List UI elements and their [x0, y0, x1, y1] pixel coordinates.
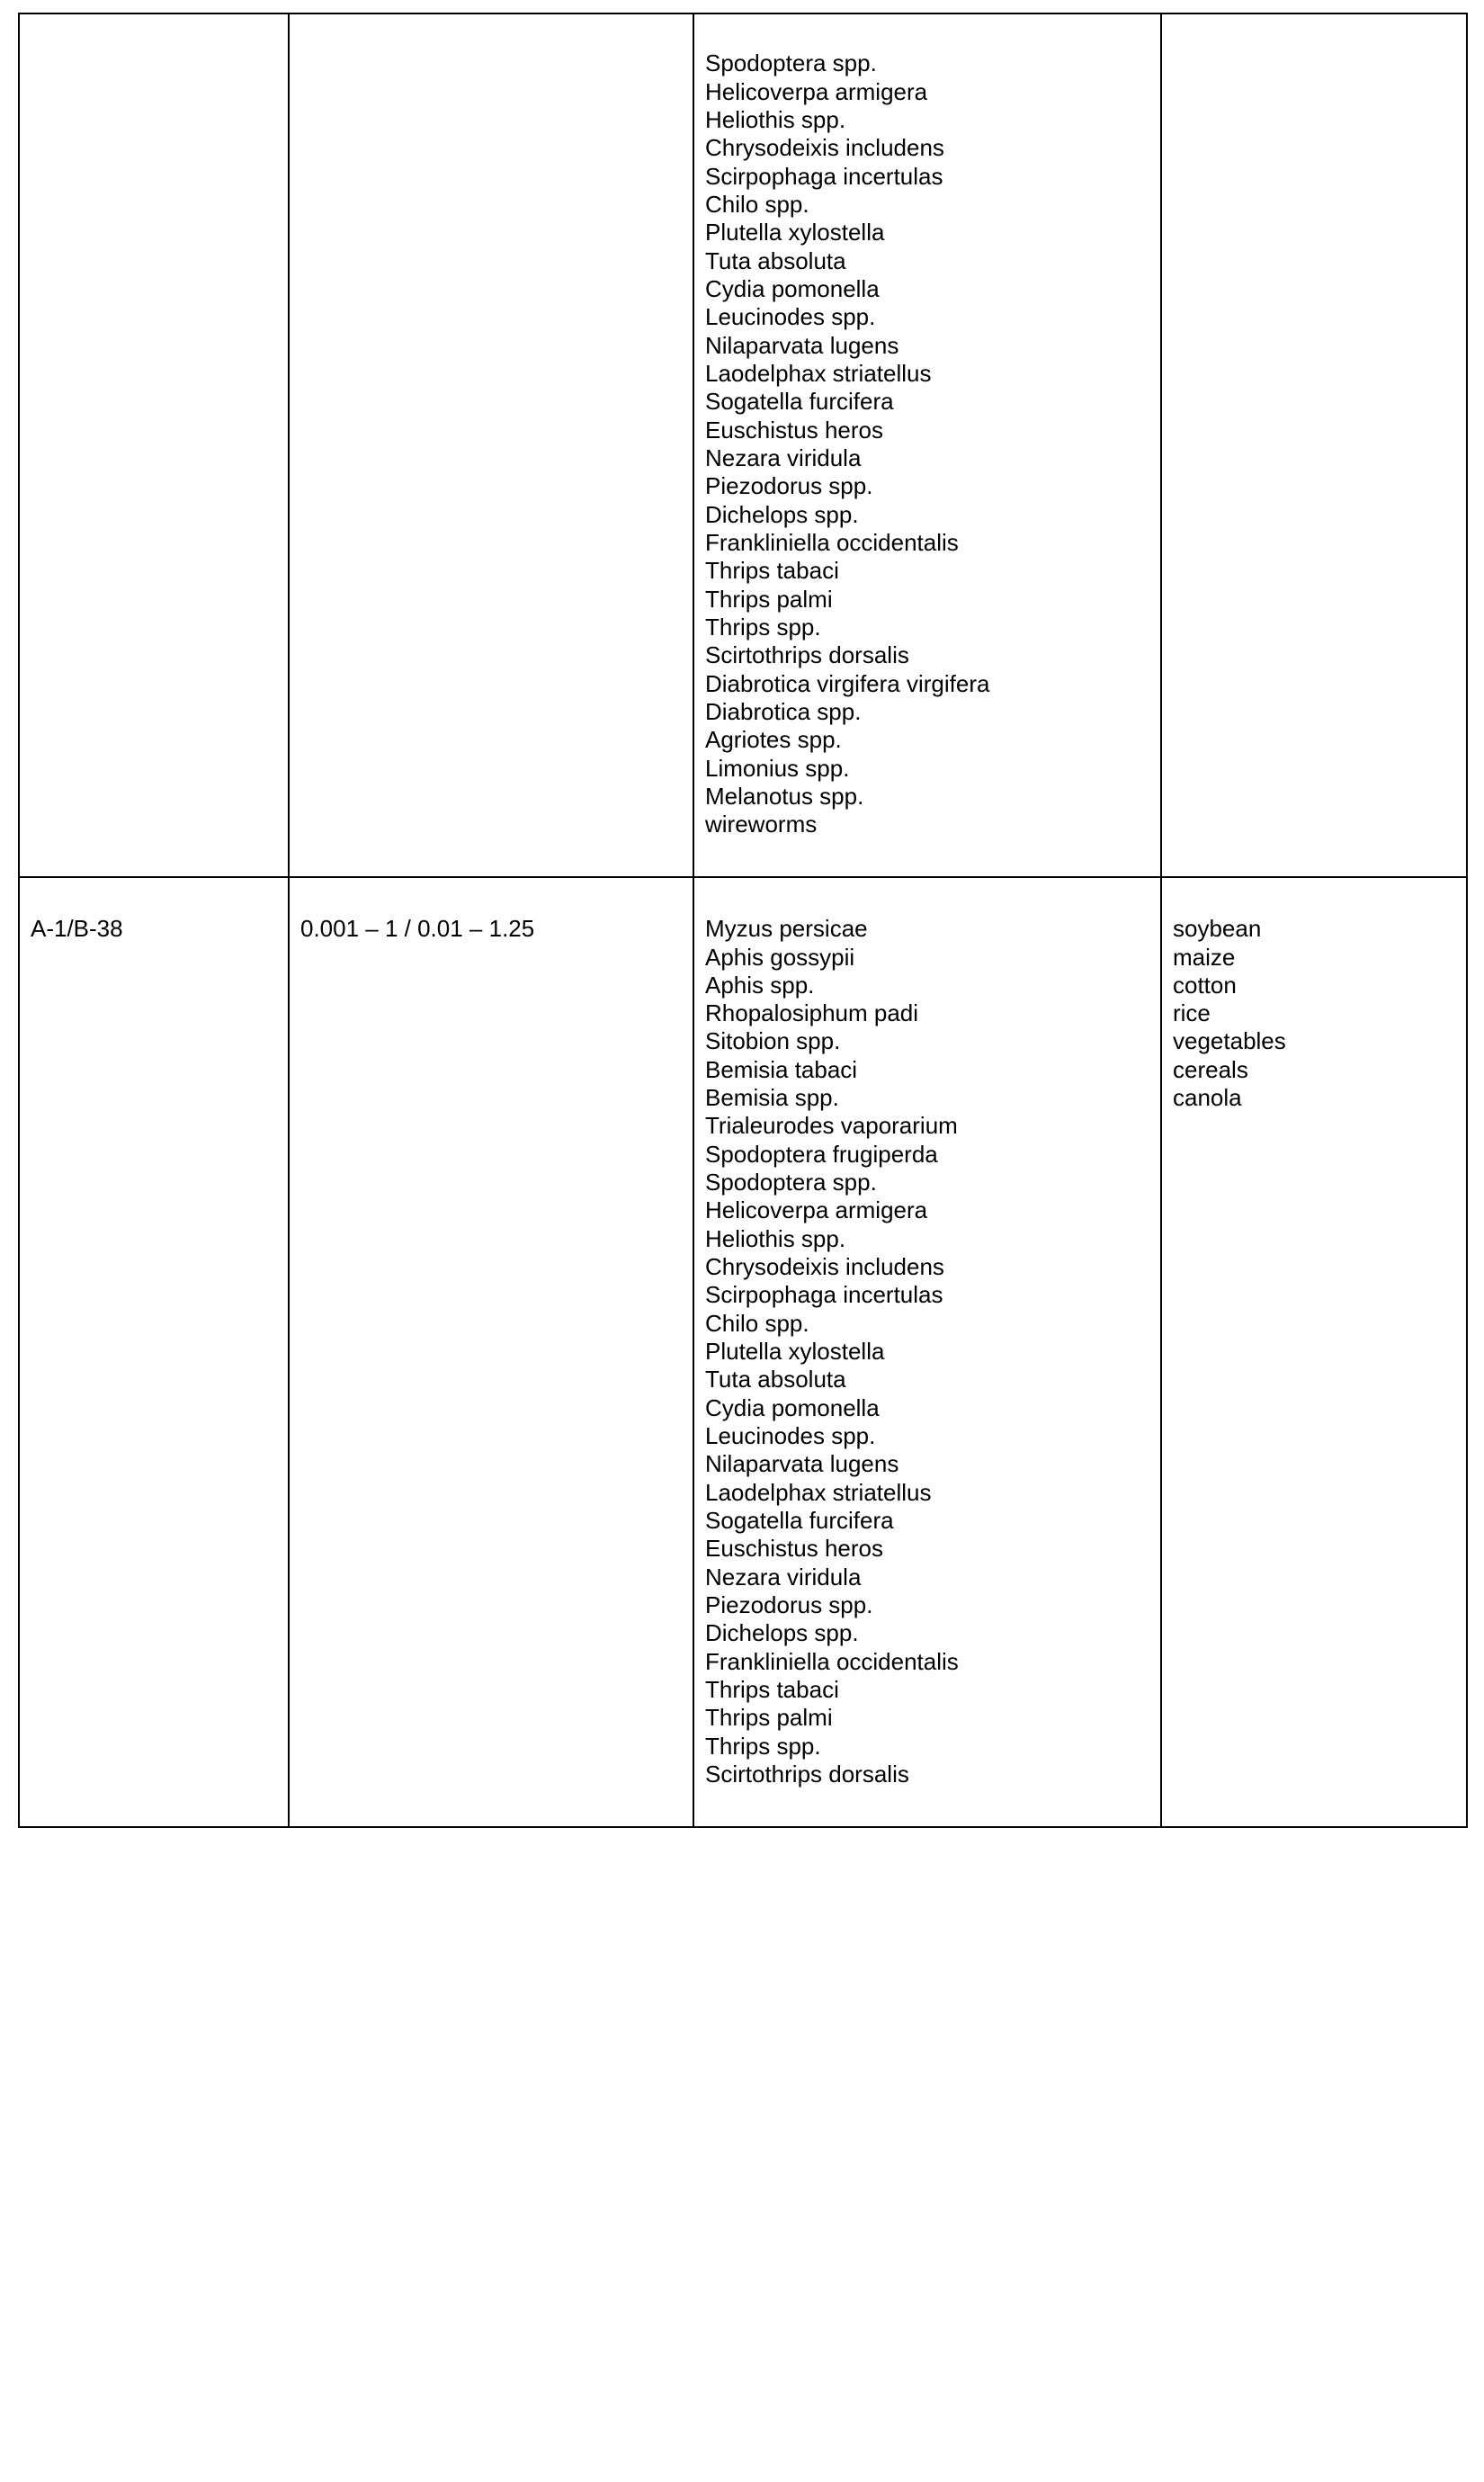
cell-compound-code	[19, 13, 289, 877]
application-rate-text: 0.001 – 1 / 0.01 – 1.25	[300, 915, 535, 943]
pest-list-text: Myzus persicae Aphis gossypii Aphis spp. Rhopalosiphum padi Sitobion spp. Bemisia tabaci Bemisia spp. Trialeurodes vaporarium Spodoptera frugiperda Spodoptera spp. Helicoverpa armigera Heliothis spp. Chrysodeixis includens Scirpophaga incertulas Chilo spp. Plutella xylostella Tuta absoluta Cydia pomonella Leucinodes spp. Nilaparvata lugens Laodelphax striatellus Sogatella furcifera Euschistus heros Nezara viridula Piezodorus spp. Dichelops spp. Frankliniella occidentalis Thrips tabaci Thrips palmi Thrips spp. Scirtothrips dorsalis	[705, 915, 959, 1788]
table-row	[19, 877, 1467, 1827]
table-row	[19, 13, 1467, 877]
compound-code-text: A-1/B-38	[31, 915, 123, 943]
cell-application-rate	[289, 877, 693, 1827]
pest-list-text: Spodoptera spp. Helicoverpa armigera Heliothis spp. Chrysodeixis includens Scirpophaga incertulas Chilo spp. Plutella xylostella Tuta absoluta Cydia pomonella Leucinodes spp. Nilaparvata lugens Laodelphax striatellus Sogatella furcifera Euschistus heros Nezara viridula Piezodorus spp. Dichelops spp. Frankliniella occidentalis Thrips tabaci Thrips palmi Thrips spp. Scirtothrips dorsalis Diabrotica virgifera virgifera Diabrotica spp. Agriotes spp. Limonius spp. Melanotus spp. wireworms	[705, 49, 990, 838]
crop-list-text: soybean maize cotton rice vegetables cereals canola	[1173, 915, 1286, 1112]
cell-pest-list	[693, 877, 1161, 1827]
cell-crop-list	[1161, 877, 1467, 1827]
cell-pest-list	[693, 13, 1161, 877]
cell-compound-code	[19, 877, 289, 1827]
cell-application-rate	[289, 13, 693, 877]
cell-crop-list	[1161, 13, 1467, 877]
compound-application-table	[18, 13, 1468, 1828]
